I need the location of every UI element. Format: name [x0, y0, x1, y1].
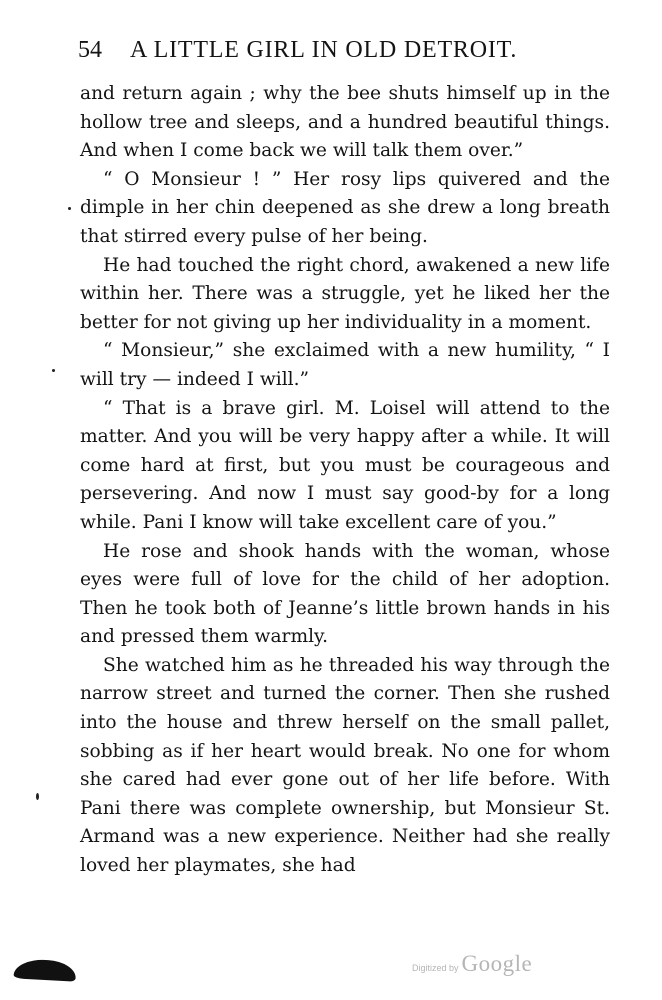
paragraph-3: He had touched the right chord, awakened a new life within her. There was a struggle, yet he liked her the better for not giving up her individuality in a moment. [80, 254, 610, 333]
scan-speck [36, 793, 39, 800]
paragraph-1: and return again ; why the bee shuts himself up in the hollow tree and sleeps, and a hundred beautiful things. And when I come back we will talk them over.” [80, 83, 610, 162]
paragraph-2: “ O Monsieur ! ” Her rosy lips quivered and the dimple in her chin deepened as she drew a long breath that stirred every pulse of her being. [80, 168, 610, 247]
google-logo: Google [461, 951, 533, 976]
scan-speck [52, 369, 55, 372]
scan-speck [68, 207, 71, 210]
page-number: 54 [78, 37, 102, 63]
paragraph-6: He rose and shook hands with the woman, whose eyes were full of love for the child of her adoption. Then he took both of Jeanne’s little brown hands in his and pressed them warmly. [80, 540, 610, 648]
paragraph-5: “ That is a brave girl. M. Loisel will attend to the matter. And you will be very happy after a while. It will come hard at first, but you must be courageous and persevering. And now I must say good-by for a long while. Pani I know will take excellent care of you.” [80, 397, 610, 533]
watermark-prefix: Digitized by [412, 963, 459, 973]
page-header [78, 37, 618, 67]
paragraph-4: “ Monsieur,” she exclaimed with a new humility, “ I will try — indeed I will.” [80, 340, 610, 390]
running-title: A LITTLE GIRL IN OLD DETROIT. [130, 37, 518, 63]
ink-blot [14, 958, 77, 981]
paragraph-7: She watched him as he threaded his way through the narrow street and turned the corner. Then she rushed into the house and threw herself on the small pallet, sobbing as if her heart would break. No one for whom she cared had ever gone out of her life before. With Pani there was complete ownership, but Monsieur St. Armand was a new experience. Neither had she really loved her playmates, she had [80, 654, 610, 877]
google-watermark [412, 951, 532, 977]
body-text [80, 80, 610, 881]
